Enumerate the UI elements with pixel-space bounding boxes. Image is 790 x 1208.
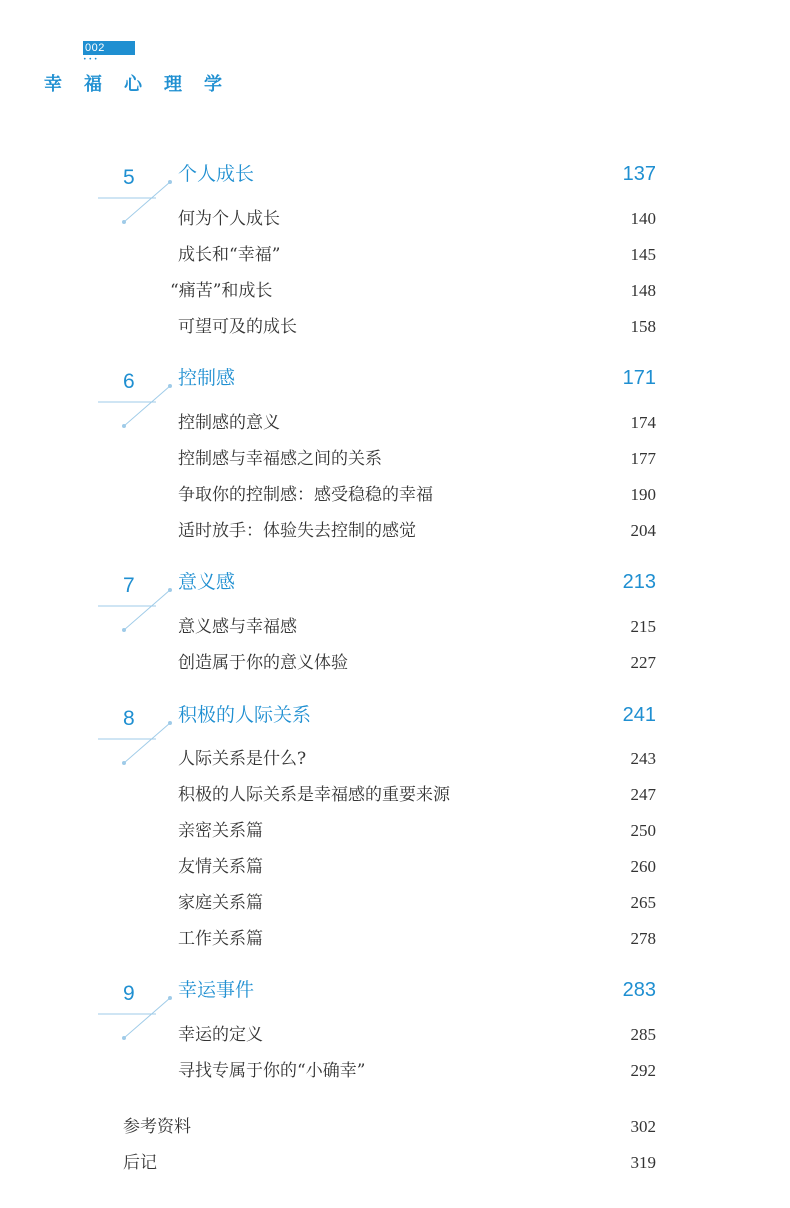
- toc-entry-page: 319: [630, 1153, 656, 1172]
- toc-entry[interactable]: 寻找专属于你的“小确幸”: [178, 1061, 366, 1081]
- toc-entry[interactable]: 适时放手：体验失去控制的感觉: [178, 521, 416, 541]
- toc-entry-page: 140: [630, 209, 656, 228]
- toc-entry-page: 145: [630, 245, 656, 264]
- chapter-page: 241: [622, 704, 656, 726]
- toc-entry[interactable]: 友情关系篇: [178, 857, 263, 877]
- chapter-decoration: [96, 978, 186, 1048]
- toc-entry[interactable]: 积极的人际关系是幸福感的重要来源: [178, 785, 450, 805]
- chapter-decoration: [96, 366, 186, 436]
- toc-entry[interactable]: 工作关系篇: [178, 929, 263, 949]
- toc-entry-page: 243: [630, 749, 656, 768]
- toc-entry-page: 190: [630, 485, 656, 504]
- toc-entry[interactable]: 幸运的定义: [178, 1025, 263, 1045]
- chapter-number: 7: [123, 574, 135, 597]
- toc-entry-page: 302: [630, 1117, 656, 1136]
- chapter-title[interactable]: 个人成长: [178, 163, 255, 185]
- toc-entry-page: 285: [630, 1025, 656, 1044]
- running-book-title: 幸福心理学: [44, 74, 244, 95]
- toc-entry[interactable]: 何为个人成长: [178, 209, 280, 229]
- toc-backmatter-entry[interactable]: 后记: [123, 1153, 157, 1173]
- toc-entry-page: 204: [630, 521, 656, 540]
- chapter-number: 8: [123, 707, 135, 730]
- chapter-number: 5: [123, 166, 135, 189]
- chapter-decoration: [96, 703, 186, 773]
- toc-entry[interactable]: 可望可及的成长: [178, 317, 297, 337]
- chapter-title[interactable]: 幸运事件: [178, 979, 255, 1001]
- toc-entry-page: 292: [630, 1061, 656, 1080]
- chapter-title[interactable]: 积极的人际关系: [178, 704, 312, 726]
- toc-entry[interactable]: 争取你的控制感：感受稳稳的幸福: [178, 485, 433, 505]
- toc-entry-page: 250: [630, 821, 656, 840]
- toc-entry-page: 247: [630, 785, 656, 804]
- chapter-number: 6: [123, 370, 135, 393]
- toc-entry-page: 158: [630, 317, 656, 336]
- toc-entry[interactable]: 控制感的意义: [178, 413, 280, 433]
- toc-entry[interactable]: 控制感与幸福感之间的关系: [178, 449, 382, 469]
- toc-entry[interactable]: 意义感与幸福感: [178, 617, 297, 637]
- badge-dots-decoration: • • •: [83, 56, 98, 63]
- chapter-page: 137: [622, 163, 656, 185]
- chapter-page: 171: [622, 367, 656, 389]
- page-number-badge: 002: [83, 41, 135, 55]
- chapter-page: 213: [622, 571, 656, 593]
- toc-entry-page: 215: [630, 617, 656, 636]
- chapter-decoration: [96, 570, 186, 640]
- toc-entry[interactable]: 成长和“幸福”: [178, 245, 281, 265]
- toc-entry[interactable]: 人际关系是什么?: [178, 749, 307, 769]
- toc-entry-page: 148: [630, 281, 656, 300]
- toc-entry-page: 227: [630, 653, 656, 672]
- toc-entry-page: 278: [630, 929, 656, 948]
- chapter-decoration: [96, 162, 186, 232]
- toc-entry[interactable]: 亲密关系篇: [178, 821, 263, 841]
- toc-entry-page: 260: [630, 857, 656, 876]
- toc-entry[interactable]: 创造属于你的意义体验: [178, 653, 348, 673]
- chapter-number: 9: [123, 982, 135, 1005]
- chapter-title[interactable]: 意义感: [178, 571, 236, 593]
- toc-entry-page: 265: [630, 893, 656, 912]
- toc-entry[interactable]: 家庭关系篇: [178, 893, 263, 913]
- toc-entry-page: 177: [630, 449, 656, 468]
- chapter-title[interactable]: 控制感: [178, 367, 236, 389]
- toc-entry[interactable]: “痛苦”和成长: [170, 281, 273, 301]
- toc-entry-page: 174: [630, 413, 656, 432]
- toc-backmatter-entry[interactable]: 参考资料: [123, 1117, 191, 1137]
- chapter-page: 283: [622, 979, 656, 1001]
